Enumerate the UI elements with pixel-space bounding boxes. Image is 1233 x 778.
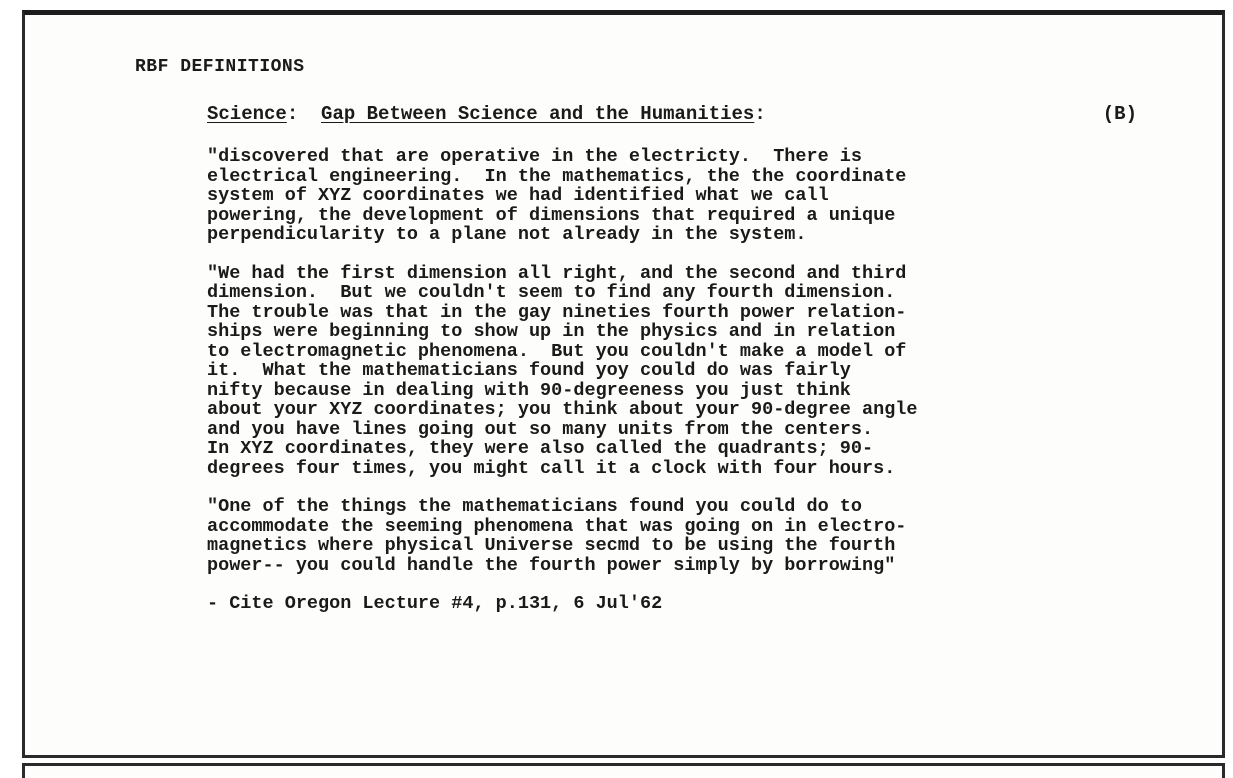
citation: - Cite Oregon Lecture #4, p.131, 6 Jul'62 xyxy=(207,593,663,614)
definition-card xyxy=(22,10,1225,758)
subject-title: Gap Between Science and the Humanities xyxy=(321,103,755,125)
category-code: (B) xyxy=(1102,103,1137,125)
quote-paragraph: "One of the things the mathematicians found you could do to accommodate the seeming phenomena that was going on in electro- magnetics where physical Universe secmd to be using the fourth power-- you could handle the fourth power simply by borrowing" xyxy=(207,496,907,576)
subject-title-suffix: : xyxy=(754,103,766,125)
next-card-edge xyxy=(22,763,1225,778)
quote-paragraph: "We had the first dimension all right, and the second and third dimension. But we couldn't seem to find any fourth dimension. The trouble was that in the gay nineties fourth power relation- ships were beginning to show up in the physics and in relation to electromagnetic phenomena. But you couldn't make a model of it. What the mathematicians found yoy could do was fairly nifty because in dealing with 90-degreeness you just think about your XYZ coordinates; you think about your 90-degree angle and you have lines going out so many units from the centers. In XYZ coordinates, they were also called the quadrants; 90- degrees four times, you might call it a clock with four hours. xyxy=(207,262,918,479)
subject-topic: Science xyxy=(207,103,287,125)
quote-body xyxy=(207,147,1112,614)
subject-separator: : xyxy=(286,103,299,125)
quote-paragraph: "discovered that are operative in the electricty. There is electrical engineering. In the mathematics, the the coordinate system of XYZ coordinates we had identified what we call powering, the development of dimensions that required a unique perpendicularity to a plane not already in the system. xyxy=(207,146,907,245)
subject-line xyxy=(207,103,1137,125)
section-heading: RBF DEFINITIONS xyxy=(135,57,305,77)
